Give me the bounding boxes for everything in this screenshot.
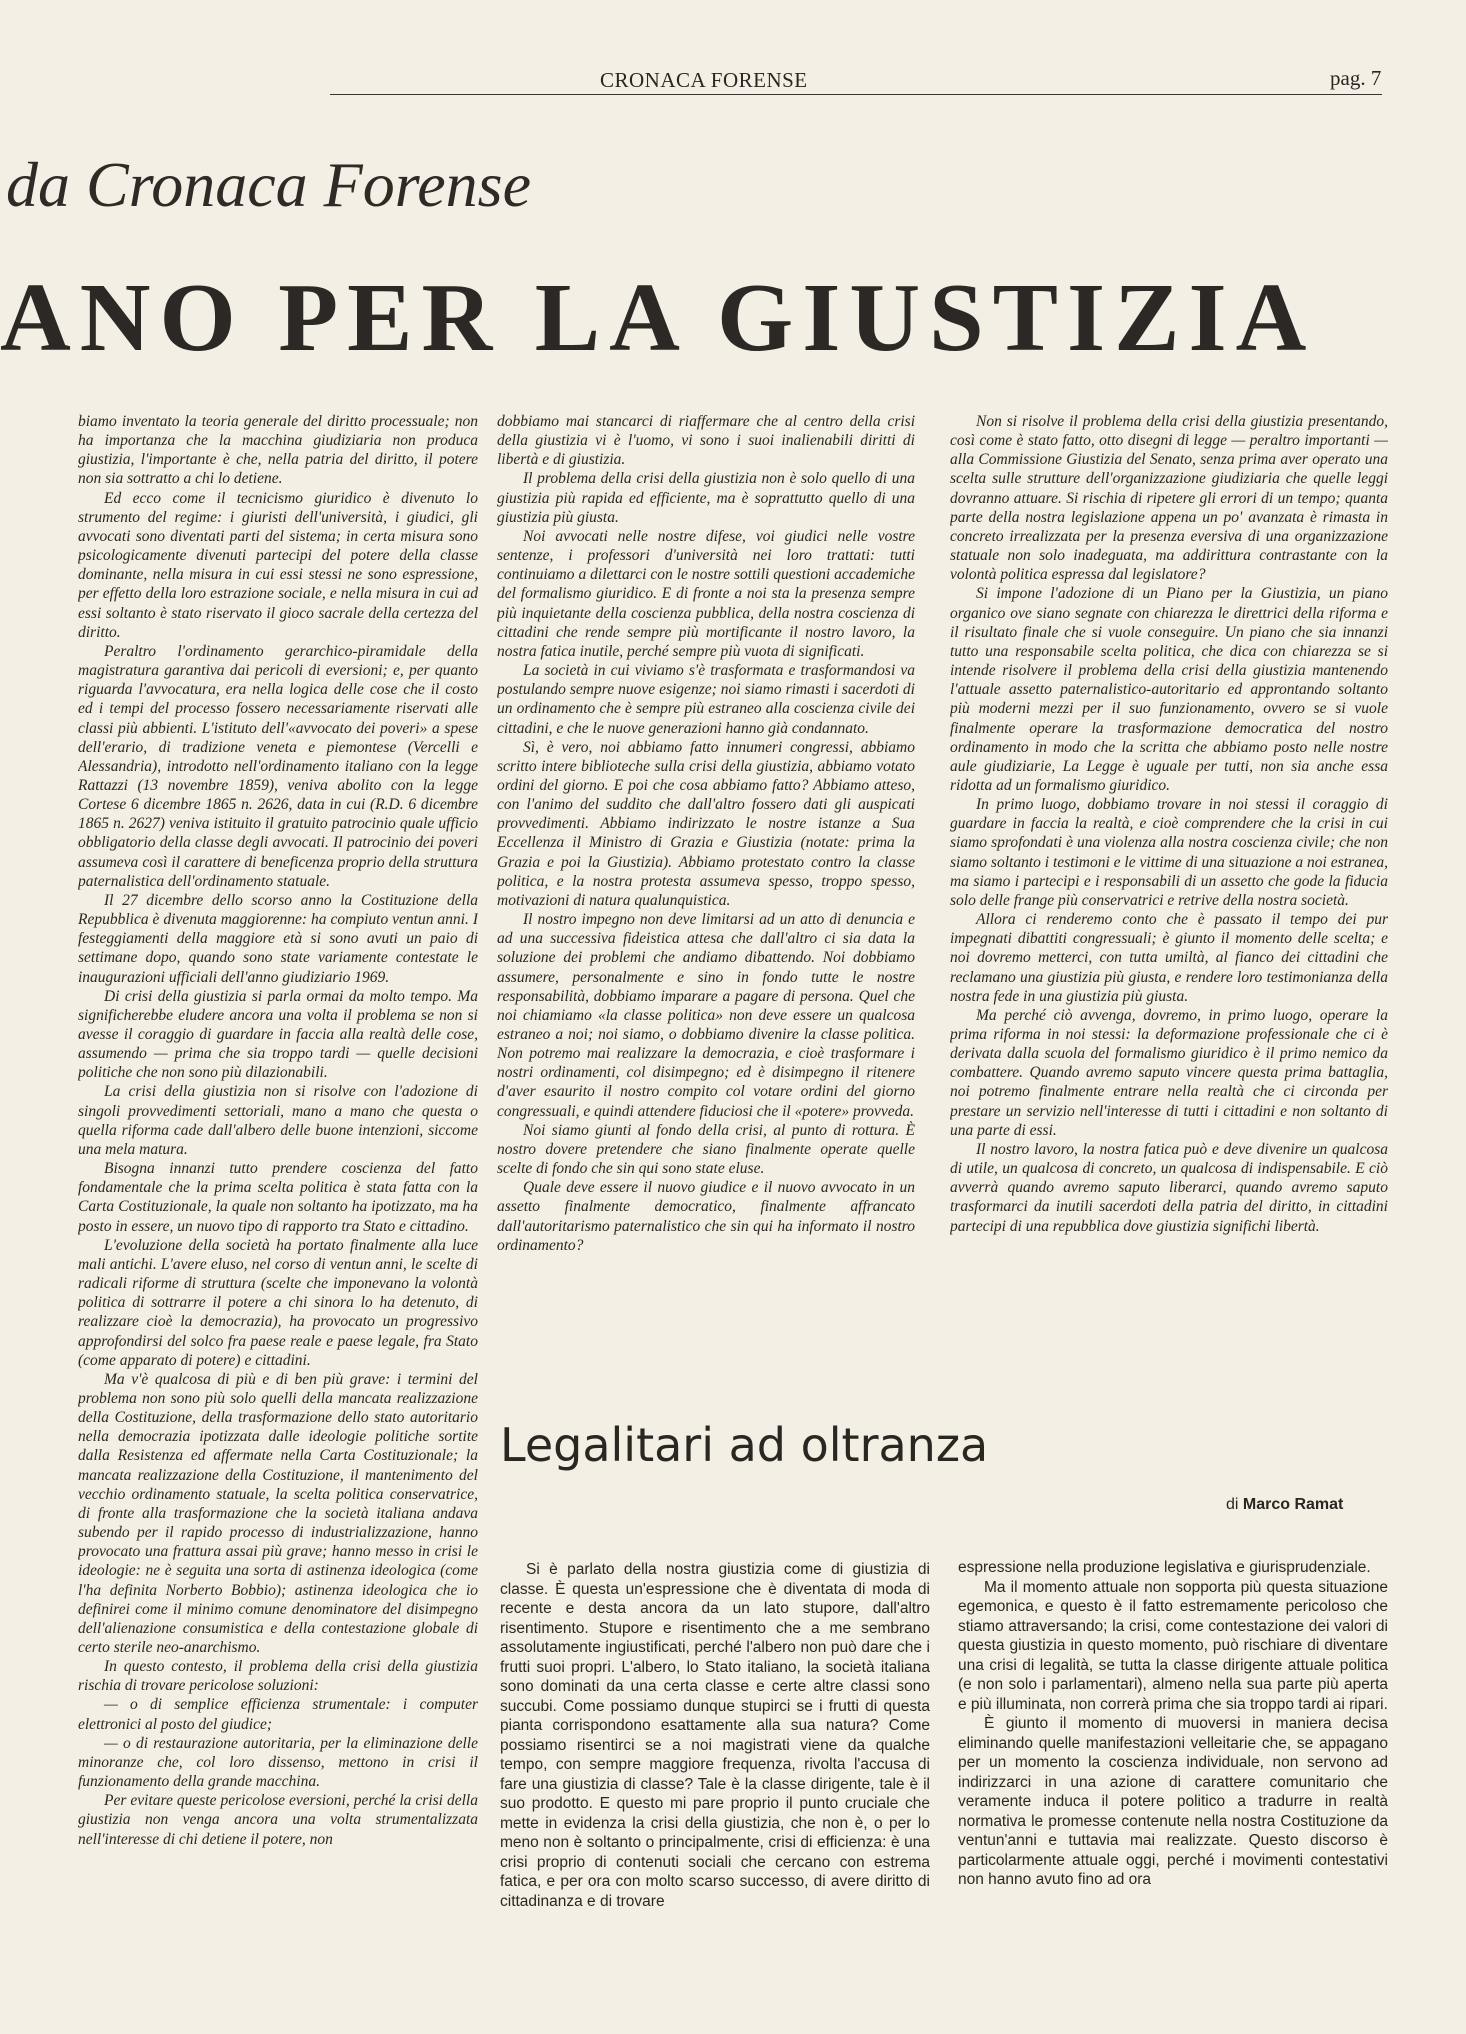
paragraph: Quale deve essere il nuovo giudice e il nuovo avvocato in un assetto finalmente democratico, finalmente affrancato dall'autoritarismo paternalistico che sin qui ha informato il nostro ordinamento?	[497, 1179, 915, 1254]
paragraph: In questo contesto, il problema della crisi della giustizia rischia di trovare pericolose soluzioni:	[78, 1658, 478, 1695]
paragraph: Allora ci renderemo conto che è passato il tempo dei pur impegnati dibattiti congressuali; è giunto il momento delle scelta; e noi dovremo metterci, con tutta umiltà, al fianco dei cittadini che reclamano una giustizia più giusta, e rendere loro testimonianza della nostra fede in una giustizia più giusta.	[950, 911, 1388, 1005]
paragraph: Il nostro impegno non deve limitarsi ad un atto di denuncia e ad una successiva fideistica attesa che dall'altro ci sia data la soluzione dei problemi che andiamo dibattendo. Noi dobbiamo assumere, personalmente e sino in fondo tutte le nostre responsabilità, dobbiamo imparare a pagare di persona. Quel che noi chiamiamo «la classe politica» non deve essere un qualcosa estraneo a noi; noi siamo, o dobbiamo divenire la classe politica. Non potremo mai realizzare la democrazia, e cioè trasformare i nostri ordinamenti, col disimpegno; ed è disimpegno il ritenere d'aver esaurito il nostro compito col votare ordini del giorno congressuali, e quindi attendere fiduciosi che il «potere» provveda.	[497, 911, 915, 1120]
article2-column-2	[958, 1558, 1388, 1958]
header-rule	[330, 94, 1382, 95]
article2-byline	[1226, 1496, 1343, 1514]
paragraph: Bisogna innanzi tutto prendere coscienza del fatto fondamentale che la prima scelta politica è stata fatta con la Carta Costituzionale, la quale non soltanto ha ipotizzato, ma ha posto in essere, un nuovo tipo di rapporto tra Stato e cittadino.	[78, 1160, 478, 1235]
paragraph: Sì, è vero, noi abbiamo fatto innumeri congressi, abbiamo scritto intere biblioteche sulla crisi della giustizia, abbiamo votato ordini del giorno. E poi che cosa abbiamo fatto? Abbiamo atteso, con l'animo del suddito che dall'altro fossero dati gli auspicati provvedimenti. Abbiamo indirizzato le nostre istanze a Sua Eccellenza il Ministro di Grazia e Giustizia (notate: prima la Grazia e poi la Giustizia). Abbiamo protestato contro la classe politica, e la nostra protesta assumeva spesso, troppo spesso, motivazioni di natura qualunquistica.	[497, 738, 915, 909]
paragraph: Si è parlato della nostra giustizia come di giustizia di classe. È questa un'espressione che è diventata di moda di recente e desta ancora da un lato stupore, dall'altro risentimento. Stupore e risentimento che a me sembrano assolutamente ingiustificati, perché l'albero non può dare che i frutti suoi propri. L'albero, lo Stato italiano, la società italiana sono dominati da una certa classe e certe altre classi sono succubi. Come possiamo dunque stupirci se i frutti di questa pianta corrispondono esattamente alla sua natura? Come possiamo risentirci se a noi magistrati viene da qualche tempo, con sempre maggiore frequenza, rivolta l'accusa di fare una giustizia di classe? Tale è la classe dirigente, tale è il suo prodotto. E questo mi pare proprio il punto cruciale che mette in evidenza la crisi della giustizia, che non è, o per lo meno non è soltanto o principalmente, crisi di efficienza: è una crisi proprio di contenuti sociali che cercano con estrema fatica, e per ora con molto scarso successo, di avere diritto di cittadinanza e di trovare	[500, 1561, 930, 1910]
paragraph: Ed ecco come il tecnicismo giuridico è divenuto lo strumento del regime: i giuristi dell'università, i giudici, gli avvocati sono diventati parti del sistema; in certa misura sono psicologicamente divenuti partecipi del potere della classe dominante, nella misura in cui essi stessi ne sono espressione, per effetto della loro estrazione sociale, e nella misura in cui ad essi soltanto è stato riservato il gioco sacrale della certezza del diritto.	[78, 489, 478, 641]
paragraph: Ma perché ciò avvenga, dovremo, in primo luogo, operare la prima riforma in noi stessi: la deformazione professionale che ci è derivata dalla scuola del formalismo giuridico è il primo nemico da combattere. Quando avremo saputo vincere questa prima battaglia, noi potremo finalmente entrare nella realtà che ci circonda per prestare un servizio nell'interesse di tutti i cittadini e non soltanto di una parte di essi.	[950, 1006, 1388, 1139]
paragraph: Il 27 dicembre dello scorso anno la Costituzione della Repubblica è divenuta maggiorenne: ha compiuto ventun anni. I festeggiamenti della maggiore età si sono avuti un paio di settimane dopo, quando sono state variamente contestate le inaugurazioni ufficiali dell'anno giudiziario 1969.	[78, 891, 478, 986]
article-headline: ANO PER LA GIUSTIZIA	[0, 264, 1316, 372]
article1-column-1	[78, 412, 478, 1954]
paragraph: Non si risolve il problema della crisi della giustizia presentando, così come è stato fatto, otto disegni di legge — peraltro importanti — alla Commissione Giustizia del Senato, senza prima aver operato una scelta sulle strutture dell'organizzazione giudiziaria che quelle leggi dovranno attuare. Si rischia di ripetere gli errori di un tempo; quanta parte della nostra legislazione appena un po' avanzata è rimasta in concreto irrealizzata per la presenza eversiva di una organizzazione statuale non solo inadeguata, ma addirittura contrastante con la volontà politica espressa dal legislatore?	[950, 413, 1388, 584]
paragraph: Ma v'è qualcosa di più e di ben più grave: i termini del problema non sono più solo quelli della mancata realizzazione della Costituzione, della trasformazione dello stato autoritario nella democrazia ipotizzata dalle ideologie politiche sortite dalla Resistenza ed affermate nella Carta Costituzionale; la mancata realizzazione della Costituzione, il mantenimento del vecchio ordinamento statuale, la scelta politica conservatrice, di fronte alla trasformazione che la società italiana andava subendo per il rapido processo di industrializzazione, hanno provocato una frattura assai più grave; hanno messo in crisi le ideologie: ne è seguita una sorta di astinenza ideologica (come l'ha definita Norberto Bobbio); astinenza ideologica che io definirei come il minimo comune denominatore del disimpegno dell'alienazione consumistica e della contestazione globale di certo sterile neo-anarchismo.	[78, 1370, 478, 1656]
article1-column-3	[950, 412, 1388, 1352]
paragraph: Il problema della crisi della giustizia non è solo quello di una giustizia più rapida ed efficiente, ma è soprattutto quello di una giustizia più giusta.	[497, 470, 915, 526]
byline-prefix: di	[1226, 1496, 1239, 1513]
paragraph: L'evoluzione della società ha portato finalmente alla luce mali antichi. L'avere eluso, nel corso di ventun anni, le scelte di radicali riforme di struttura (scelte che imponevano la volontà politica di sottrarre il potere a chi sinora lo ha detenuto, di realizzare cioè la democrazia), ha provocato un progressivo approfondirsi del solco fra paese reale e paese legale, fra Stato (come apparato di potere) e cittadini.	[78, 1236, 478, 1369]
paragraph: È giunto il momento di muoversi in maniera decisa eliminando quelle manifestazioni velleitarie che, se appagano per un momento la coscienza individuale, non servono ad indirizzarci in una azione di carattere comunitario che veramente induca il potere politico a tradurre in realtà normativa le promesse contenute nella nostra Costituzione da ventun'anni e tuttavia mai realizzate. Questo discorso è particolarmente attuale oggi, perché i movimenti contestativi non hanno avuto fino ad ora	[958, 1715, 1388, 1888]
article2-title: Legalitari ad oltranza	[500, 1418, 989, 1472]
paragraph: dobbiamo mai stancarci di riaffermare che al centro della crisi della giustizia vi è l'uomo, vi sono i suoi inalienabili diritti di libertà e di giustizia.	[497, 413, 915, 469]
paragraph: Si impone l'adozione di un Piano per la Giustizia, un piano organico ove siano segnate con chiarezza le direttrici della riforma e il risultato finale che si vuole conseguire. Un piano che sia innanzi tutto una responsabile scelta politica, che dica con chiarezza se si intende risolvere il problema della crisi della giustizia mantenendo l'attuale assetto paternalistico-autoritario ed approntando soltanto più moderni mezzi per il suo funzionamento, ovvero se si vuole finalmente operare la trasformazione democratica del nostro ordinamento in modo che la scritta che abbiamo posto nelle nostre aule giudiziarie, La Legge è uguale per tutti, non sia anche essa ridotta ad un formalismo giuridico.	[950, 585, 1388, 794]
paragraph: Per evitare queste pericolose eversioni, perché la crisi della giustizia non venga ancora una volta strumentalizzata nell'interesse di chi detiene il potere, non	[78, 1792, 478, 1848]
paragraph: biamo inventato la teoria generale del diritto processuale; non ha importanza che la macchina giudiziaria non produca giustizia, l'importante è che, nella patria del diritto, il potere non sia sottratto a chi lo detiene.	[78, 413, 478, 488]
paragraph: Noi avvocati nelle nostre difese, voi giudici nelle vostre sentenze, i professori d'università nei loro trattati: tutti continuiamo a dilettarci con le nostre sottili questioni accademiche del formalismo giuridico. E di fronte a noi sta la presenza sempre più inquietante della coscienza pubblica, della nostra coscienza di cittadini che rende sempre più mortificante il nostro lavoro, la nostra fatica inutile, perché sempre più vuota di significati.	[497, 527, 915, 660]
paragraph: Ma il momento attuale non sopporta più questa situazione egemonica, e questo è il fatto estremamente pericoloso che stiamo attraversando; la crisi, come contestazione dei valori di questa giustizia in questo momento, può rischiare di diventare una crisi di legalità, se tutta la classe dirigente attuale politica (e non solo i parlamentari), almeno nella sua parte più aperta e più illuminata, non correrà prima che sia troppo tardi ai ripari.	[958, 1578, 1388, 1713]
paragraph: La società in cui viviamo s'è trasformata e trasformandosi va postulando sempre nuove esigenze; noi siamo rimasti i sacerdoti di un ordinamento che è sempre più estraneo alla coscienza civile dei cittadini, e che le nuove generazioni hanno già condannato.	[497, 662, 915, 737]
paragraph: La crisi della giustizia non si risolve con l'adozione di singoli provvedimenti settoriali, mano a mano che questa o quella riforma cade dall'albero delle buone intenzioni, siccome una mela matura.	[78, 1083, 478, 1158]
paragraph: — o di semplice efficienza strumentale: i computer elettronici al posto del giudice;	[78, 1696, 478, 1733]
paragraph: Di crisi della giustizia si parla ormai da molto tempo. Ma significherebbe eludere ancora una volta il problema se non si avesse il coraggio di guardare in faccia alla realtà delle cose, assumendo — prima che sia troppo tardi — quelle decisioni politiche che non sono più dilazionabili.	[78, 987, 478, 1082]
paragraph: — o di restaurazione autoritaria, per la eliminazione delle minoranze che, col loro dissenso, mettono in crisi il funzionamento della grande macchina.	[78, 1734, 478, 1791]
paragraph: Il nostro lavoro, la nostra fatica può e deve divenire un qualcosa di utile, un qualcosa di concreto, un qualcosa di indispensabile. E ciò avverrà quando avremo saputo liberarci, quando avremo saputo trasformarci da inutili sacerdoti della patria del diritto, in cittadini partecipi di una repubblica dove giustizia significhi libertà.	[950, 1140, 1388, 1235]
page-number: pag. 7	[1330, 66, 1382, 90]
article1-column-2	[497, 412, 915, 1386]
article2-column-1	[500, 1560, 930, 1960]
section-kicker: da Cronaca Forense	[6, 149, 531, 220]
paragraph: Peraltro l'ordinamento gerarchico-piramidale della magistratura garantiva dai pericoli di eversioni; e, per quanto riguarda l'avvocatura, era nella logica delle cose che il costo ed i tempi del processo fossero necessariamente riservati alle classi più abbienti. L'istituto dell'«avvocato dei poveri» a spese dell'erario, di tradizione veneta e piemontese (Vercelli e Alessandria), introdotto nell'ordinamento italiano con la legge Rattazzi (13 novembre 1859), veniva abolito con la legge Cortese 6 dicembre 1865 n. 2626, data in cui (R.D. 6 dicembre 1865 n. 2627) veniva istituito il gratuito patrocinio quale ufficio obbligatorio della classe degli avvocati. Il patrocinio dei poveri assumeva così il carattere di beneficenza proprio della struttura paternalistica dell'ordinamento statuale.	[78, 642, 478, 890]
byline-author: Marco Ramat	[1242, 1496, 1344, 1513]
running-head: CRONACA FORENSE	[600, 68, 808, 92]
paragraph: espressione nella produzione legislativa e giurisprudenziale.	[958, 1559, 1371, 1576]
paragraph: Noi siamo giunti al fondo della crisi, al punto di rottura. È nostro dovere pretendere che siano finalmente operate quelle scelte di fondo che sin qui sono state eluse.	[497, 1121, 915, 1178]
paragraph: In primo luogo, dobbiamo trovare in noi stessi il coraggio di guardare in faccia la realtà, e cioè comprendere che la crisi in cui siamo sprofondati è una violenza alla nostra coscienza civile; che non siamo soltanto i testimoni e le vittime di una situazione a noi estranea, ma siamo i partecipi e i responsabili di un assetto che gode la fiducia solo delle frange più conservatrici e retrive della nostra società.	[950, 796, 1388, 909]
